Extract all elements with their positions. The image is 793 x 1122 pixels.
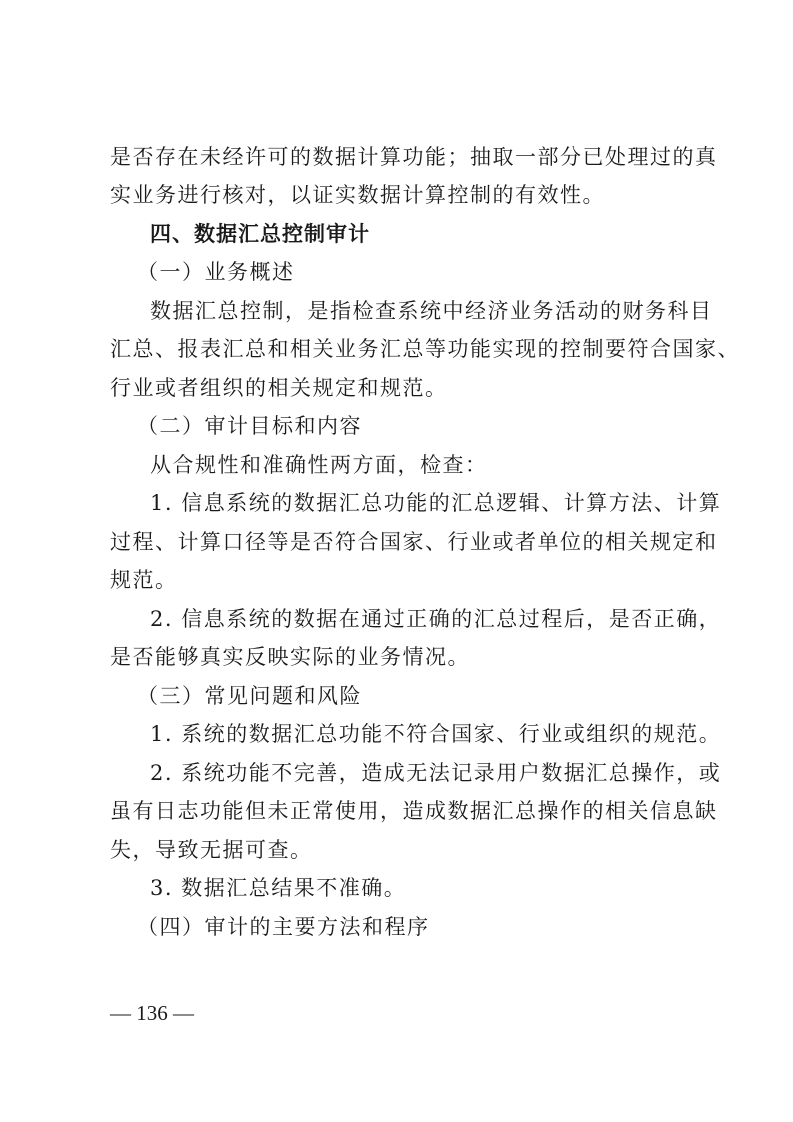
list-item-line: 是否能够真实反映实际的业务情况。 (110, 645, 470, 669)
page-number: — 136 — (110, 1001, 194, 1025)
body-text-line: 是否存在未经许可的数据计算功能；抽取一部分已处理过的真 (110, 145, 718, 169)
list-item-line: 3. 数据汇总结果不准确。 (150, 876, 407, 900)
subsection-heading: （二）审计目标和内容 (137, 414, 362, 438)
list-item-line: 过程、计算口径等是否符合国家、行业或者单位的相关规定和 (110, 530, 718, 554)
section-heading: 四、数据汇总控制审计 (150, 222, 370, 246)
body-text-line: 数据汇总控制，是指检查系统中经济业务活动的财务科目 (150, 299, 713, 323)
list-item-line: 2. 系统功能不完善，造成无法记录用户数据汇总操作，或 (150, 761, 722, 785)
list-item-line: 失，导致无据可查。 (110, 838, 313, 862)
subsection-heading: （三）常见问题和风险 (137, 684, 362, 708)
subsection-heading: （四）审计的主要方法和程序 (137, 915, 430, 939)
body-text-line: 汇总、报表汇总和相关业务汇总等功能实现的控制要符合国家、 (110, 337, 740, 361)
body-text-line: 实业务进行核对，以证实数据计算控制的有效性。 (110, 183, 605, 207)
list-item-line: 虽有日志功能但未正常使用，造成数据汇总操作的相关信息缺 (110, 799, 718, 823)
list-item-line: 1. 系统的数据汇总功能不符合国家、行业或组织的规范。 (150, 722, 722, 746)
body-text-line: 行业或者组织的相关规定和规范。 (110, 376, 448, 400)
body-text-line: 从合规性和准确性两方面，检查： (150, 453, 488, 477)
subsection-heading: （一）业务概述 (137, 260, 295, 284)
list-item-line: 2. 信息系统的数据在通过正确的汇总过程后，是否正确， (150, 607, 722, 631)
list-item-line: 1. 信息系统的数据汇总功能的汇总逻辑、计算方法、计算 (150, 491, 722, 515)
list-item-line: 规范。 (110, 568, 178, 592)
